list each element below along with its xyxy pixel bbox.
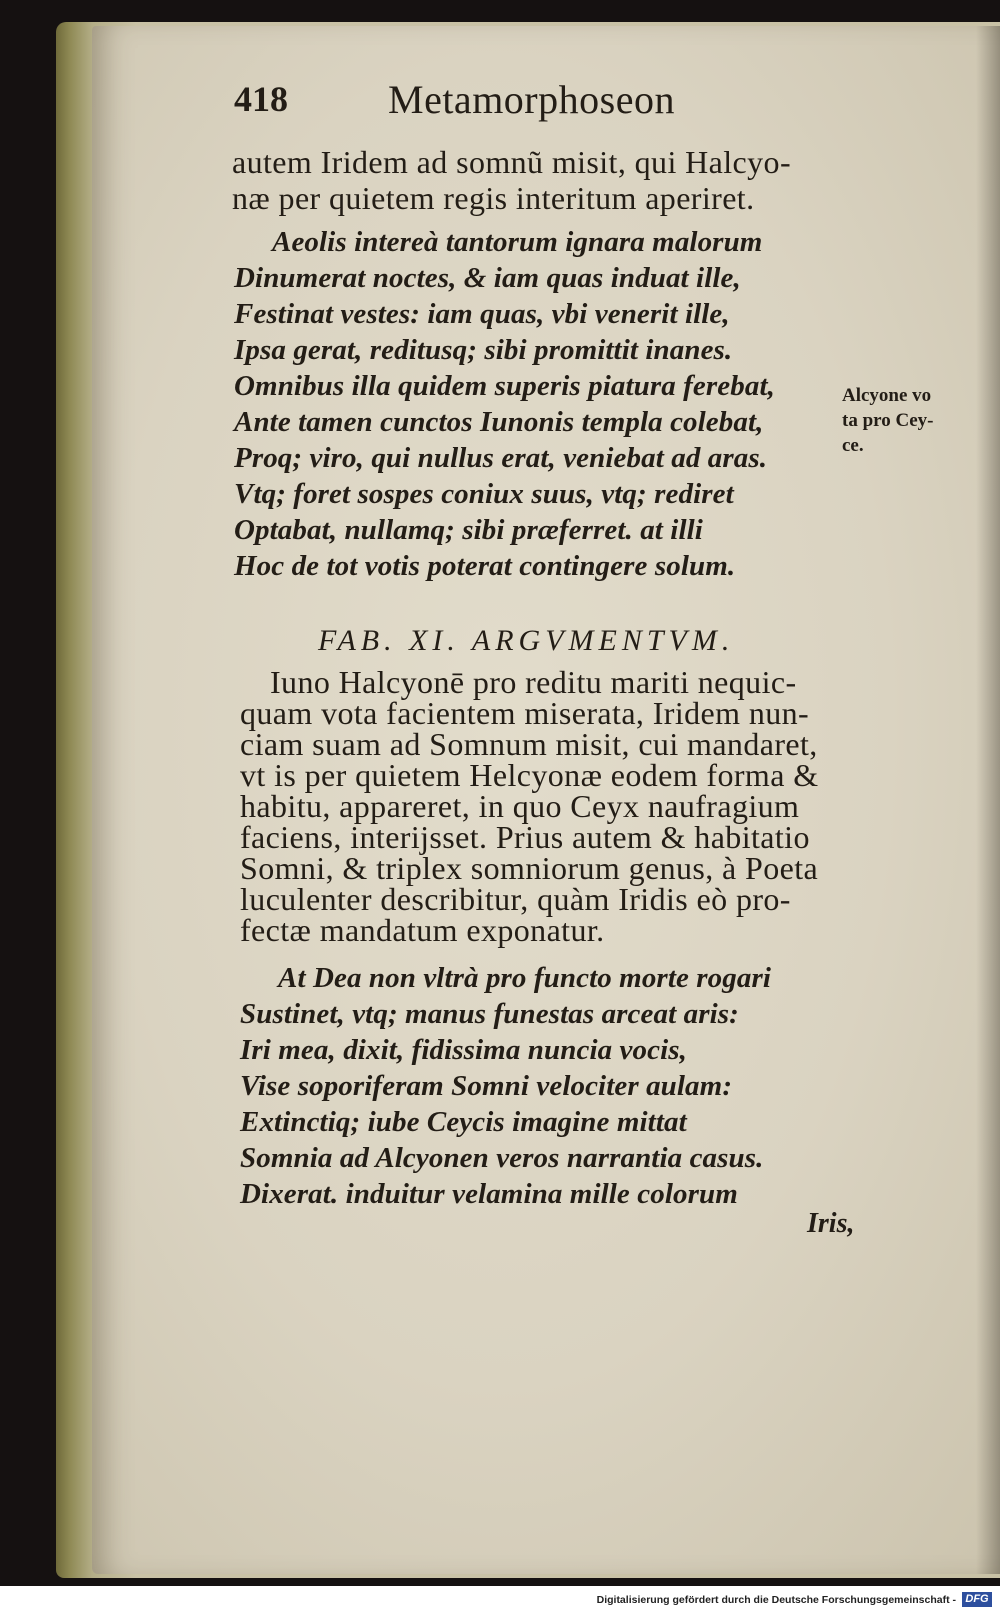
- argument-line: Iuno Halcyonē pro reditu mariti nequic-: [270, 664, 797, 700]
- verse-line: Dinumerat noctes, & iam quas induat ille,: [234, 262, 741, 294]
- verse-line: Ante tamen cunctos Iunonis templa colebat,: [234, 406, 764, 438]
- marginal-note-line: Alcyone vo: [842, 385, 932, 406]
- argument-line: ciam suam ad Somnum misit, cui mandaret,: [240, 726, 818, 762]
- footer-bar: [0, 1586, 1000, 1615]
- verse-line: Iri mea, dixit, fidissima nuncia vocis,: [240, 1034, 687, 1066]
- verse-line: Omnibus illa quidem superis piatura ferebat,: [234, 370, 775, 402]
- argument-line: luculenter describitur, quàm Iridis eò pro-: [240, 881, 791, 917]
- verse-line: Proq; viro, qui nullus erat, veniebat ad aras.: [234, 442, 768, 474]
- argument-line: faciens, interijsset. Prius autem & habitatio: [240, 819, 810, 855]
- page-number: 418: [234, 79, 288, 119]
- intro-line: autem Iridem ad somnũ misit, qui Halcyo-: [232, 144, 791, 180]
- argument-line: Somni, & triplex somniorum genus, à Poeta: [240, 850, 819, 886]
- verse-line: At Dea non vltrà pro functo morte rogari: [278, 962, 772, 994]
- argument-heading: FAB. XI. ARGVMENTVM.: [318, 624, 735, 657]
- dfg-logo: DFG: [962, 1592, 992, 1607]
- argument-line: vt is per quietem Helcyonæ eodem forma &: [240, 757, 819, 793]
- footer-credit: Digitalisierung gefördert durch die Deutsche Forschungsgemeinschaft -: [596, 1594, 956, 1606]
- argument-line: quam vota facientem miserata, Iridem nun-: [240, 695, 810, 731]
- verse-line: Festinat vestes: iam quas, vbi venerit ille,: [234, 298, 730, 330]
- intro-line: næ per quietem regis interitum aperiret.: [232, 180, 755, 216]
- verse-line: Optabat, nullamq; sibi præferret. at illi: [234, 514, 703, 546]
- verse-line: Extinctiq; iube Ceycis imagine mittat: [240, 1106, 687, 1138]
- spine-shadow: [976, 26, 1000, 1574]
- catchword: Iris,: [807, 1208, 855, 1239]
- verse-line: Dixerat. induitur velamina mille colorum: [240, 1178, 738, 1210]
- verse-line: Aeolis intereà tantorum ignara malorum: [272, 226, 763, 258]
- verse-line: Sustinet, vtq; manus funestas arceat aris:: [240, 998, 739, 1030]
- verse-line: Ipsa gerat, reditusq; sibi promittit inanes.: [234, 334, 733, 366]
- verse-line: Somnia ad Alcyonen veros narrantia casus.: [240, 1142, 764, 1174]
- argument-line: fectæ mandatum exponatur.: [240, 912, 605, 948]
- verse-line: Vtq; foret sospes coniux suus, vtq; rediret: [234, 478, 734, 510]
- verse-line: Vise soporiferam Somni velociter aulam:: [240, 1070, 733, 1102]
- verse-line: Hoc de tot votis poterat contingere solum.: [234, 550, 736, 582]
- marginal-note-line: ta pro Cey-: [842, 410, 934, 431]
- argument-line: habitu, appareret, in quo Ceyx naufragium: [240, 788, 800, 824]
- running-head: Metamorphoseon: [388, 77, 675, 122]
- marginal-note-line: ce.: [842, 435, 864, 456]
